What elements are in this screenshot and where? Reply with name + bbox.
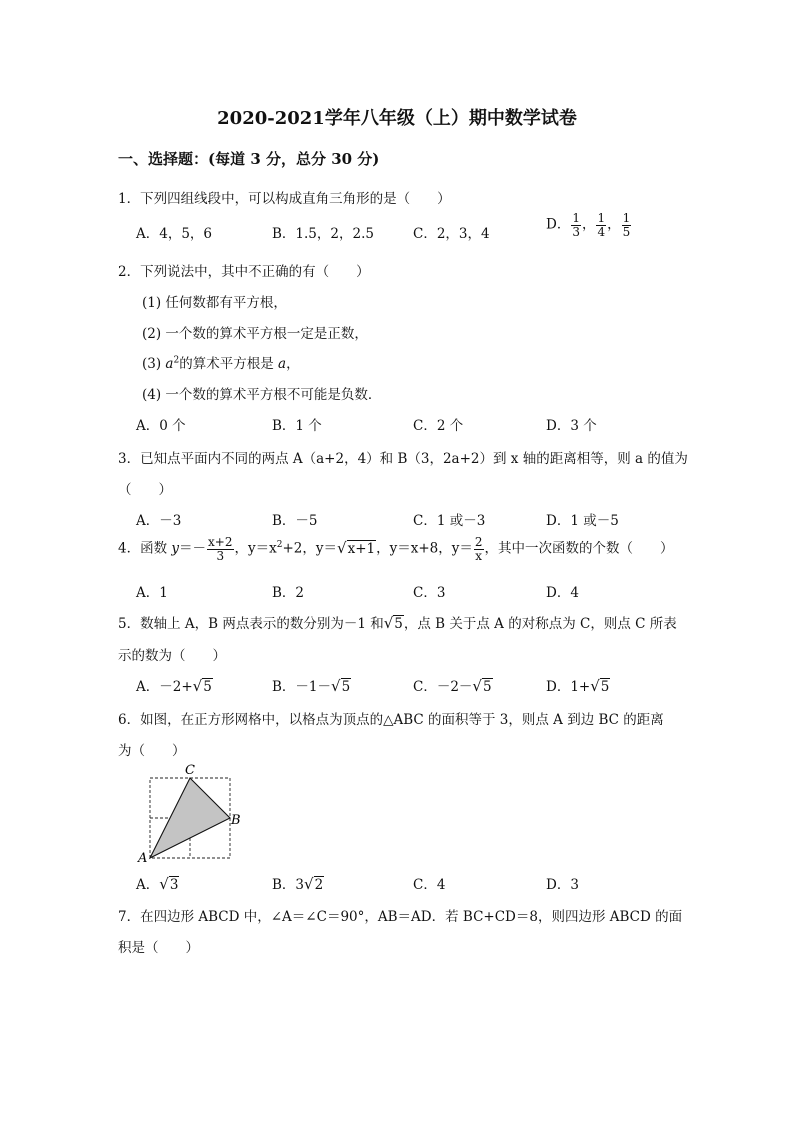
q2-option-a: A．0 个 <box>136 418 186 434</box>
question-2-stem: 2．下列说法中，其中不正确的有（ ） <box>118 264 370 280</box>
q5-option-d: D．1+√5 <box>546 677 610 695</box>
question-3-stem: 3．已知点平面内不同的两点 A（a+2，4）和 B（3，2a+2）到 x 轴的距离相等，则 a 的值为 <box>118 451 688 467</box>
q1-option-d: D． $\frac{1}{3}$ ， $\frac{1}{4}$ ， $\frac{1}{5}$ <box>546 211 631 239</box>
q6-option-a: A．√3 <box>136 875 179 893</box>
q2-option-c: C．2 个 <box>413 418 464 434</box>
q1-option-c: C．2，3，4 <box>413 226 490 242</box>
q3-option-b: B．－5 <box>272 513 318 529</box>
question-7-stem: 7．在四边形 ABCD 中，∠A＝∠C＝90°，AB＝AD．若 BC+CD＝8，则四边形 ABCD 的面 <box>118 909 683 925</box>
square-root: √5 <box>192 677 212 695</box>
q5-option-c: C．－2－√5 <box>413 677 492 695</box>
fraction: $\frac{1}{4}$ <box>597 211 606 239</box>
vertex-label-c: C <box>185 763 195 778</box>
square-root: √5 <box>383 614 403 632</box>
q2-option-d: D．3 个 <box>546 418 597 434</box>
vertex-label-b: B <box>231 813 241 828</box>
q3-option-d: D．1 或－5 <box>546 513 619 529</box>
question-6-stem: 6．如图，在正方形网格中，以格点为顶点的△ABC 的面积等于 3，则点 A 到边 BC 的距离 <box>118 712 664 728</box>
question-1-stem: 1．下列四组线段中，可以构成直角三角形的是（ ） <box>118 191 451 207</box>
q3-option-a: A．－3 <box>136 513 182 529</box>
q5-option-b: B．－1－√5 <box>272 677 351 695</box>
q2-statement-3: (3) $a^2$的算术平方根是 a， <box>142 355 300 372</box>
vertex-label-a: A <box>138 851 148 866</box>
q2-statement-1: (1) 任何数都有平方根， <box>142 295 287 311</box>
question-5-stem: 5．数轴上 A，B 两点表示的数分别为－1 和√5，点 B 关于点 A 的对称点为 C，则点 C 所表 <box>118 614 677 632</box>
q4-option-d: D．4 <box>546 585 579 601</box>
question-5-stem-cont: 示的数为（ ） <box>118 648 226 664</box>
triangle-grid-figure <box>134 762 244 866</box>
q4-option-c: C．3 <box>413 585 446 601</box>
fraction: $\frac{x+2}{3}$ <box>208 535 233 563</box>
square-root: √2 <box>304 875 324 893</box>
fraction: $\frac{1}{3}$ <box>572 211 580 239</box>
q6-option-c: C．4 <box>413 877 446 893</box>
section-heading: 一、选择题：(每道 3 分，总分 30 分) <box>118 150 380 168</box>
question-4-stem: 4．函数 y＝－ $\frac{x+2}{3}$ ，$y=x^2+2$，y＝√x+1，y＝x+8，y＝ $\frac{2}{x}$ ，其中一次函数的个数（ ） <box>118 535 674 563</box>
square-root: √5 <box>472 677 492 695</box>
fraction: $\frac{2}{x}$ <box>474 535 483 563</box>
question-3-stem-cont: （ ） <box>118 482 172 498</box>
q2-option-b: B．1 个 <box>272 418 322 434</box>
q2-statement-2: (2) 一个数的算术平方根一定是正数， <box>142 326 368 342</box>
q6-option-d: D．3 <box>546 877 579 893</box>
q3-option-c: C．1 或－3 <box>413 513 486 529</box>
q5-option-a: A．－2+√5 <box>136 677 212 695</box>
question-6-stem-cont: 为（ ） <box>118 743 186 759</box>
fraction: $\frac{1}{5}$ <box>622 211 631 239</box>
question-7-stem-cont: 积是（ ） <box>118 940 199 956</box>
q4-option-b: B．2 <box>272 585 305 601</box>
exam-title: 2020-2021学年八年级（上）期中数学试卷 <box>217 108 577 129</box>
square-root: √5 <box>331 677 351 695</box>
square-root: √5 <box>590 677 610 695</box>
q6-option-b: B．3√2 <box>272 875 324 893</box>
q1-option-b: B．1.5，2，2.5 <box>272 226 374 242</box>
square-root: √3 <box>159 875 179 893</box>
square-root: √x+1 <box>337 538 376 557</box>
q2-statement-4: (4) 一个数的算术平方根不可能是负数． <box>142 387 382 403</box>
q1-option-a: A．4，5，6 <box>136 226 213 242</box>
q4-option-a: A．1 <box>136 585 168 601</box>
